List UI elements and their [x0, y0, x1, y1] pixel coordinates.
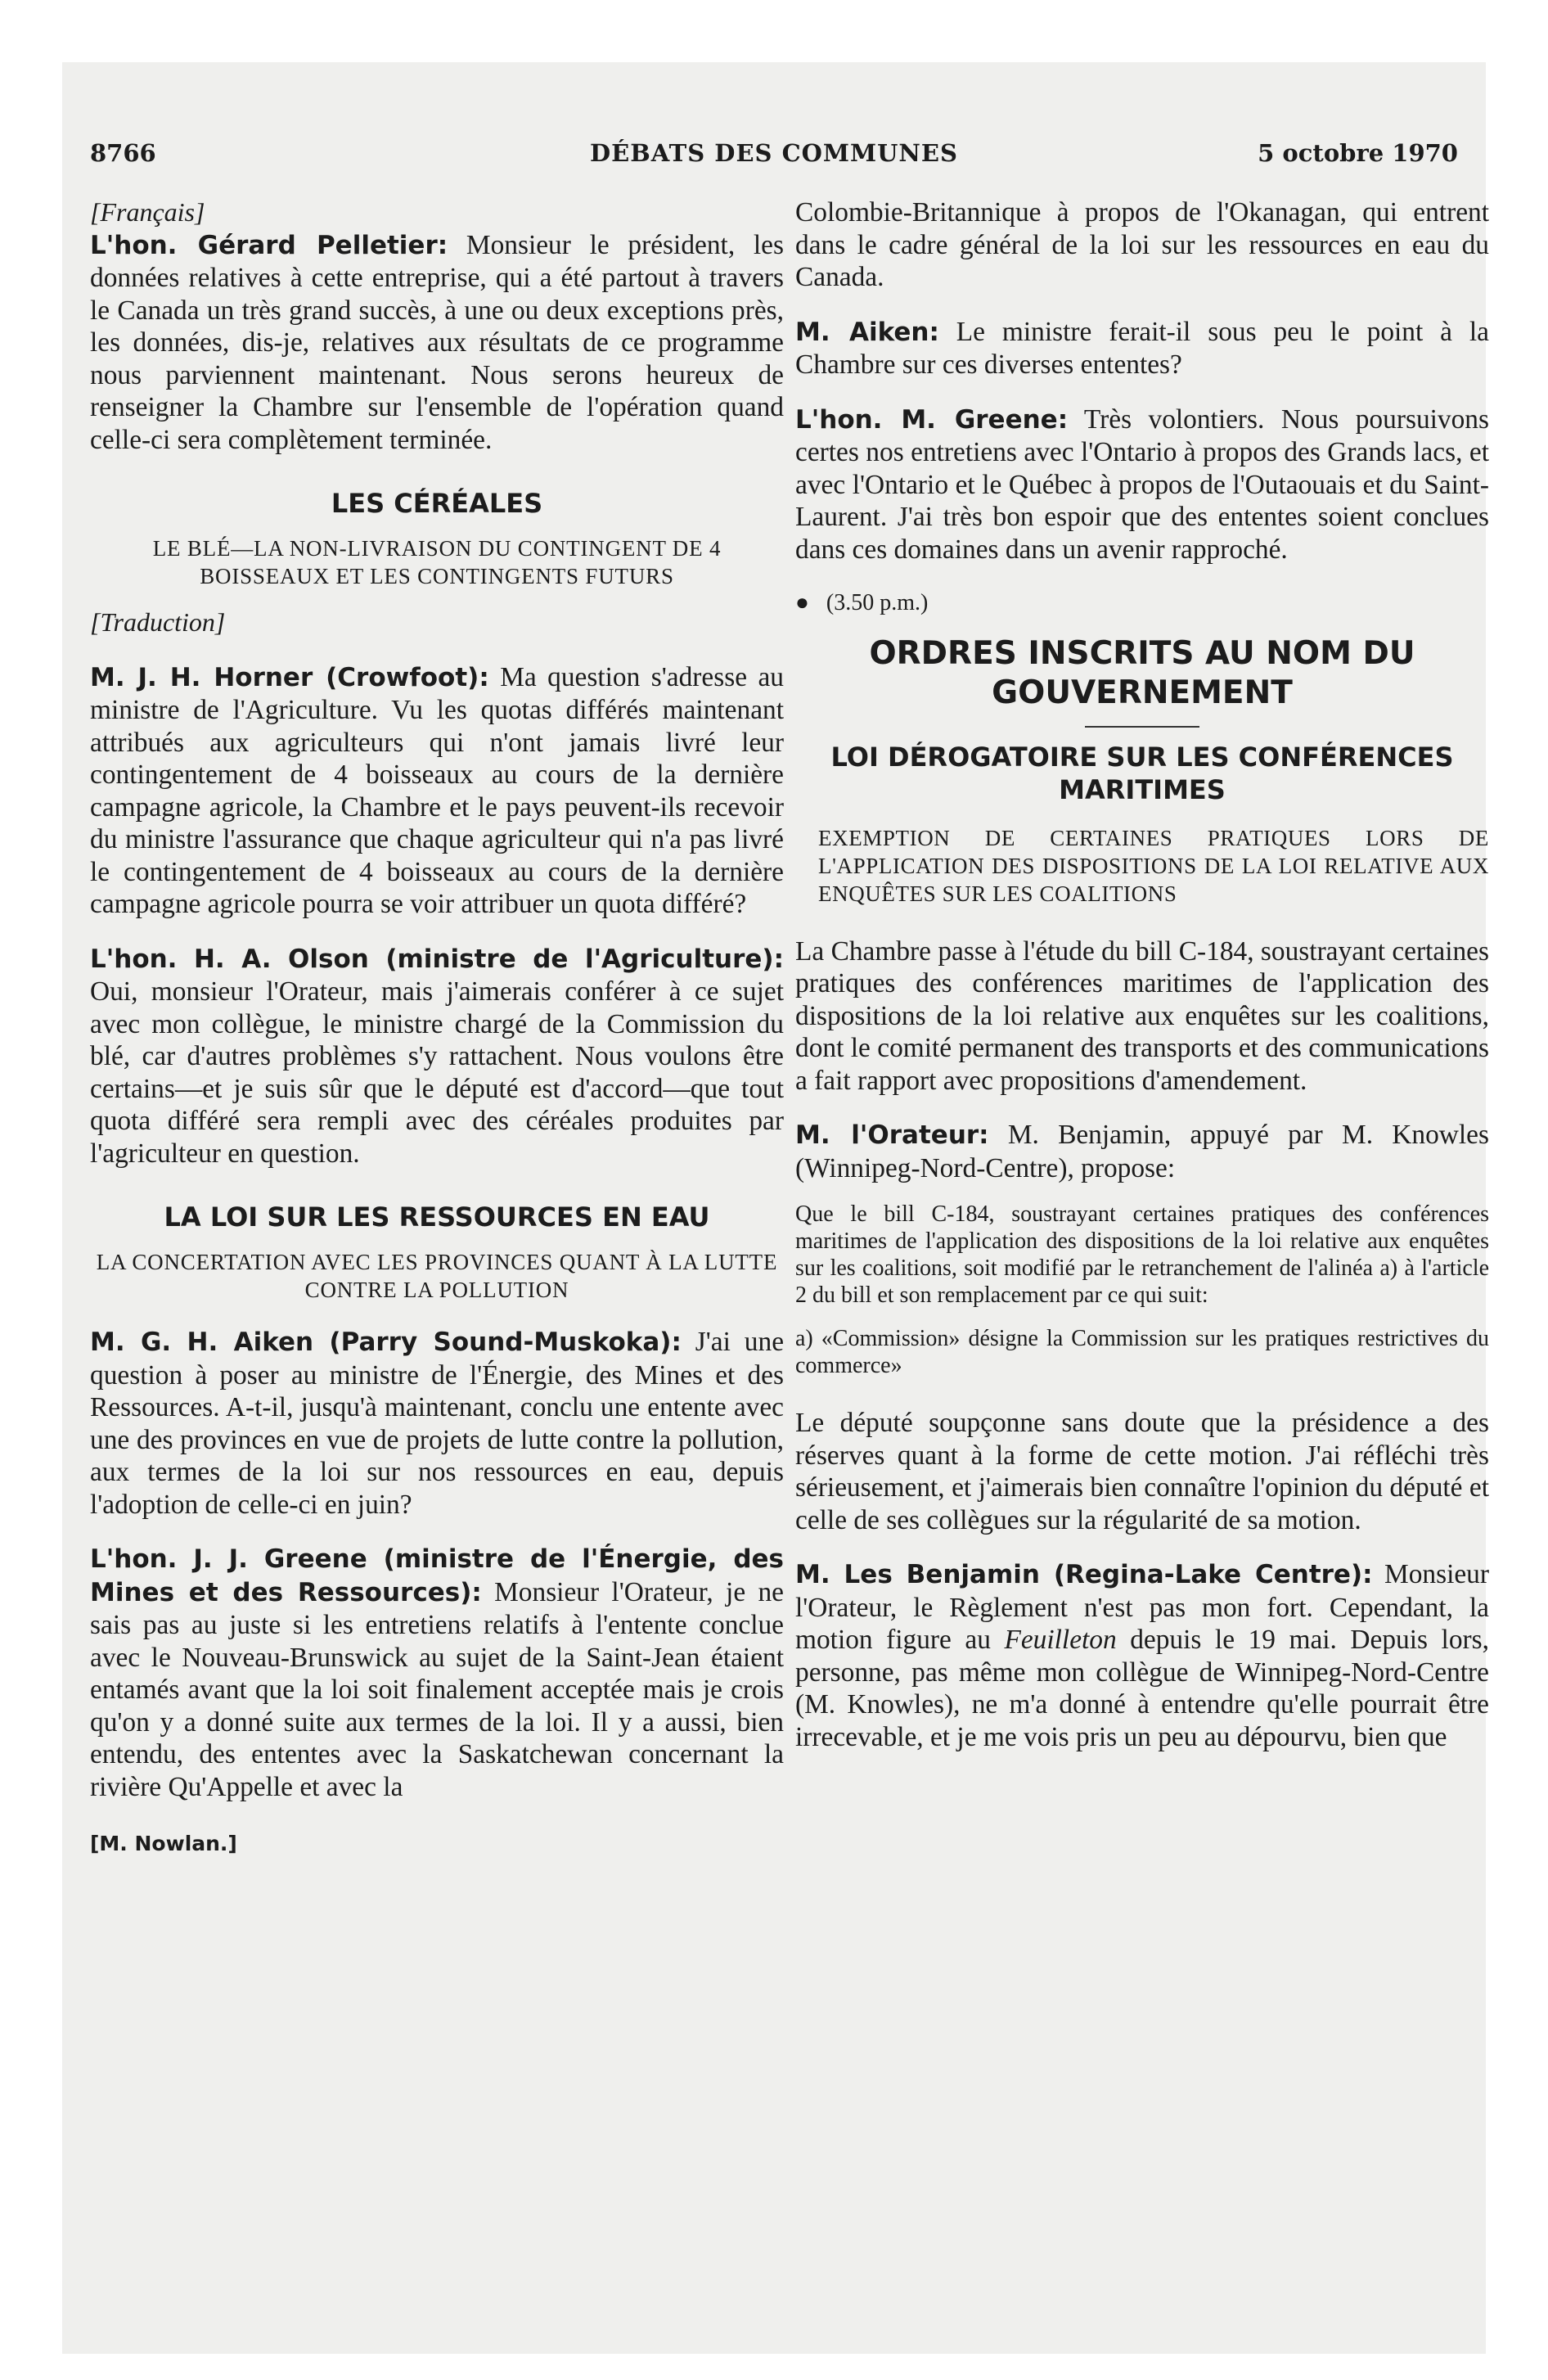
- language-tag-traduction: [Traduction]: [90, 607, 226, 637]
- motion-quote-definition: a) «Commission» désigne la Commission sur les pratiques restrictives du commerce»: [795, 1326, 1489, 1378]
- motion-quote: Que le bill C-184, soustrayant certaines pratiques des conférences maritimes de l'application des dispositions de la loi relative aux enquêtes sur les coalitions, soit modifié par le retranchement de l'alinéa a) à l'article 2 du bill et son remplacement par ce qui suit:: [795, 1201, 1489, 1308]
- speech-olson: [90, 943, 784, 1170]
- subheading-concertation: LA CONCERTATION AVEC LES PROVINCES QUANT À LA LUTTE CONTRE LA POLLUTION: [96, 1250, 778, 1302]
- speaker-name: L'hon. Gérard Pelletier:: [90, 230, 448, 260]
- speech-text: J'ai une question à poser au ministre de l'Énergie, des Mines et des Ressources. A-t-il, jusqu'à maintenant, conclu une entente avec une des provinces en vue de projets de lutte contre la pollution, aux termes de la loi sur nos ressources en eau, depuis l'adoption de celle-ci en juin?: [90, 1327, 785, 1520]
- speech-aiken: [90, 1326, 784, 1521]
- speaker-name: M. Aiken:: [795, 317, 939, 347]
- speaker-name: M. l'Orateur:: [795, 1120, 989, 1150]
- speaker-name: L'hon. H. A. Olson (ministre de l'Agriculture):: [90, 944, 784, 974]
- running-header: [0, 136, 1548, 177]
- speech-text: Monsieur l'Orateur, le Règlement n'est pas mon fort. Cependant, la motion figure au: [795, 1559, 1489, 1655]
- speech-text: Le ministre ferait-il sous peu le point à la Chambre sur ces diverses ententes?: [795, 316, 1489, 380]
- page-number: 8766: [90, 139, 156, 167]
- speech-greene-2: [795, 403, 1489, 566]
- speaker-name: M. G. H. Aiken (Parry Sound-Muskoka):: [90, 1327, 682, 1357]
- speech-text: depuis le 19 mai. Depuis lors, personne, pas même mon collègue de Winnipeg-Nord-Centre (M. Knowles), ne m'a donné à entendre qu'elle pourrait être irrecevable, et je me vois pris un peu au dépourvu, bien que: [795, 1625, 1489, 1752]
- speech-text: Oui, monsieur l'Orateur, mais j'aimerais conférer à ce sujet avec mon collègue, le ministre chargé de la Commission du blé, car d'autres problèmes s'y rattachent. Nous voulons être certains—et je suis sûr que le député est d'accord—que tout quota différé sera rempli avec des céréales produites par l'agriculteur en question.: [90, 976, 784, 1169]
- speech-text: Très volontiers. Nous poursuivons certes nos entretiens avec l'Ontario à propos des Grands lacs, et avec l'Ontario et le Québec à propos de l'Outaouais et du Saint-Laurent. J'ai très bon espoir que des ententes soient conclues dans ces domaines dans un avenir rapproché.: [795, 403, 1489, 565]
- section-heading-ordres: ORDRES INSCRITS AU NOM DU GOUVERNEMENT: [869, 634, 1415, 711]
- heading-rule: [1085, 726, 1199, 728]
- procedure-paragraph: La Chambre passe à l'étude du bill C-184, soustrayant certaines pratiques des conférences maritimes de l'application des dispositions de la loi relative aux enquêtes sur les coalitions, dont le comité permanent des transports et des communications a fait rapport avec propositions d'amendement.: [795, 935, 1489, 1096]
- section-heading-ressources-eau: LA LOI SUR LES RESSOURCES EN EAU: [164, 1201, 710, 1233]
- left-column: [90, 196, 784, 1860]
- page-footnote: [M. Nowlan.]: [90, 1832, 237, 1855]
- time-text: (3.50 p.m.): [826, 590, 929, 615]
- right-column: [795, 196, 1489, 1753]
- speech-aiken-2: [795, 316, 1489, 381]
- speech-text: M. Benjamin, appuyé par M. Knowles (Winnipeg-Nord-Centre), propose:: [795, 1120, 1489, 1183]
- section-heading-loi-derogatoire: LOI DÉROGATOIRE SUR LES CONFÉRENCES MARITIMES: [830, 741, 1454, 805]
- time-stamp: [795, 587, 1489, 620]
- speech-horner: [90, 661, 784, 921]
- speech-text: Ma question s'adresse au ministre de l'Agriculture. Vu les quotas différés maintenant attribués aux agriculteurs qui n'ont jamais livré leur contingentement de 4 boisseaux au cours de la dernière campagne agricole, la Chambre et le pays peuvent-ils recevoir du ministre l'assurance que chaque agriculteur qui n'a pas livré le contingentement de 4 boisseaux au cours de la dernière campagne agricole pourra se voir attribuer un quota différé?: [90, 661, 784, 919]
- speech-greene: [90, 1543, 784, 1803]
- speech-text: Monsieur le président, les données relatives à cette entreprise, qui a été partout à travers le Canada un très grand succès, à une ou deux exceptions près, les données, dis-je, relatives aux résultats de ce programme nous parviennent maintenant. Nous serons heureux de renseigner la Chambre sur l'ensemble de l'opération quand celle-ci sera complètement terminée.: [90, 229, 784, 455]
- language-tag-francais: [Français]: [90, 197, 205, 227]
- speech-benjamin: [795, 1558, 1489, 1753]
- speech-pelletier: [90, 229, 784, 457]
- subheading-ble: LE BLÉ—LA NON-LIVRAISON DU CONTINGENT DE 4 BOISSEAUX ET LES CONTINGENTS FUTURS: [152, 536, 722, 588]
- publication-title: DÉBATS DES COMMUNES: [590, 139, 958, 167]
- speaker-name: M. J. H. Horner (Crowfoot):: [90, 662, 489, 692]
- header-date: 5 octobre 1970: [1258, 139, 1458, 167]
- subheading-exemption: [795, 824, 1489, 908]
- speech-text: Monsieur l'Orateur, je ne sais pas au juste si les entretiens relatifs à l'entente conclue avec le Nouveau-Brunswick au sujet de la Saint-Jean étaient entamés avant que la loi soit finalement acceptée mais je crois qu'on y a donné suite aux termes de la loi. Il y a aussi, bien entendu, des ententes avec la Saskatchewan concernant la rivière Qu'Appelle et avec la: [90, 1576, 784, 1802]
- speaker-name: L'hon. M. Greene:: [795, 404, 1069, 435]
- speaker-name: L'hon. J. J. Greene (ministre de l'Énergie, des Mines et des Ressources):: [90, 1544, 784, 1607]
- subheading-exemption-text: EXEMPTION DE CERTAINES PRATIQUES LORS DE L'APPLICATION DES DISPOSITIONS DE LA LOI RELATIVE AUX ENQUÊTES SUR LES COALITIONS: [818, 825, 1489, 906]
- italic-term: Feuilleton: [1004, 1625, 1117, 1655]
- section-heading-cereales: LES CÉRÉALES: [331, 488, 543, 519]
- speech-orateur: [795, 1119, 1489, 1184]
- speech-orateur-continued: Le député soupçonne sans doute que la présidence a des réserves quant à la forme de cette motion. J'ai réfléchi très sérieusement, et j'aimerais bien connaître l'opinion du député et celle de ses collègues sur la régularité de sa motion.: [795, 1408, 1489, 1535]
- speech-greene-continued: Colombie-Britannique à propos de l'Okanagan, qui entrent dans le cadre général de la loi sur les ressources en eau du Canada.: [795, 197, 1489, 292]
- speaker-name: M. Les Benjamin (Regina-Lake Centre):: [795, 1560, 1373, 1589]
- bullet-icon: ●: [795, 590, 809, 615]
